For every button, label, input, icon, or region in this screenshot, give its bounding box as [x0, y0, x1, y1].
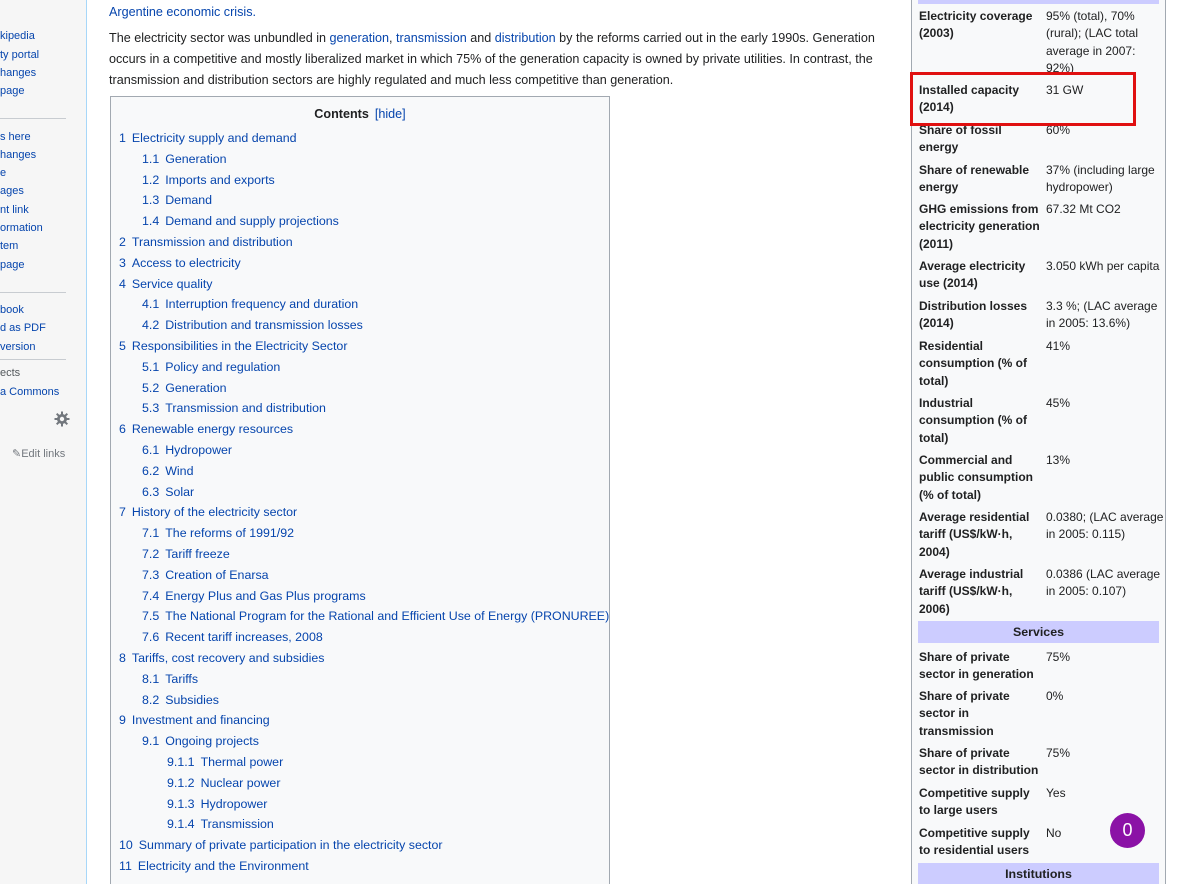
toc-number: 4.2 — [142, 318, 160, 333]
toc-text: Subsidies — [165, 692, 219, 707]
infobox-value: 37% (including large hydropower) — [1046, 163, 1155, 195]
toc-text: Policy and regulation — [165, 359, 281, 374]
toc-number: 1.4 — [142, 214, 160, 229]
toc-item[interactable] — [119, 422, 293, 436]
toc-item[interactable] — [167, 817, 274, 831]
toc-text: Hydropower — [200, 796, 268, 811]
toc-number: 10 — [119, 838, 133, 853]
toc-item[interactable] — [142, 297, 358, 311]
toc-text: Electricity and the Environment — [137, 859, 309, 873]
toc-text: Transmission — [200, 817, 274, 832]
infobox-label: Share of fossil energy — [919, 123, 1002, 155]
toc-text: Nuclear power — [200, 775, 281, 790]
transmission-link[interactable]: transmission — [396, 31, 467, 45]
sidebar-item[interactable]: ormation — [0, 222, 43, 234]
sidebar-divider — [0, 292, 66, 293]
toc-text: Energy Plus and Gas Plus programs — [165, 588, 366, 603]
toc-number: 5 — [119, 339, 126, 353]
toc-text: Summary of private participation in the electricity sector — [138, 838, 443, 853]
article-content — [86, 0, 1185, 884]
toc-number: 6.1 — [142, 443, 160, 457]
toc-text: Thermal power — [200, 755, 284, 769]
sidebar-item[interactable]: d as PDF — [0, 322, 46, 334]
infobox-label: Installed capacity (2014) — [919, 83, 1020, 115]
toc-item[interactable] — [167, 755, 283, 769]
toc-text: The National Program for the Rational and Efficient Use of Energy (PRONUREE) — [165, 609, 610, 624]
toc-text: Recent tariff increases, 2008 — [165, 630, 323, 645]
toc-item[interactable] — [142, 672, 198, 686]
infobox-label: Competitive supply to residential users — [919, 826, 1030, 858]
toc-text: Generation — [165, 380, 227, 395]
toc-number: 8.2 — [142, 692, 160, 707]
toc-item[interactable] — [167, 776, 280, 790]
toc-number: 8.1 — [142, 671, 160, 686]
toc-number: 7.1 — [142, 526, 160, 541]
toc-number: 6.3 — [142, 484, 160, 499]
infobox — [911, 0, 1166, 884]
infobox-label: Commercial and public consumption (% of total) — [919, 453, 1033, 502]
generation-link[interactable]: generation — [329, 31, 390, 45]
toc-text: Demand — [165, 193, 213, 208]
infobox-value: No — [1046, 826, 1062, 840]
toc-item[interactable] — [142, 464, 193, 478]
toc-item[interactable] — [119, 651, 325, 665]
highlight-box — [910, 72, 1136, 126]
toc-text: Responsibilities in the Electricity Sector — [131, 339, 348, 353]
toc-text: Renewable energy resources — [131, 422, 294, 437]
infobox-section-header: Institutions — [918, 863, 1159, 884]
toc-number: 9.1.4 — [167, 817, 195, 832]
toc-item[interactable] — [142, 630, 323, 644]
toc-title — [111, 107, 609, 121]
infobox-label: Share of private sector in transmission — [919, 689, 1010, 738]
para-text: , — [389, 31, 397, 45]
sidebar-item[interactable]: ects — [0, 367, 21, 379]
infobox-value: 75% — [1046, 746, 1071, 760]
toc-heading: Contents — [314, 107, 369, 121]
sidebar-item[interactable]: hanges — [0, 149, 37, 161]
toc-number: 1.3 — [142, 193, 160, 208]
toc-text: The reforms of 1991/92 — [165, 526, 295, 541]
toc-number: 9.1.1 — [167, 755, 195, 769]
edit-links-label: Edit links — [21, 448, 66, 460]
toc-item[interactable] — [142, 589, 366, 603]
infobox-value: 0.0380; (LAC average in 2005: 0.115) — [1046, 510, 1164, 542]
toc-number: 9.1.3 — [167, 796, 195, 811]
toc-number: 6 — [119, 422, 126, 437]
toc-text: Ongoing projects — [165, 734, 259, 749]
toc-item[interactable] — [142, 401, 326, 415]
toc-number: 9.1.2 — [167, 775, 195, 790]
para-text: The electricity sector was unbundled in — [109, 31, 330, 45]
toc-text: Wind — [165, 463, 194, 478]
sidebar-item[interactable]: e — [0, 167, 7, 179]
toc-number: 1.2 — [142, 172, 160, 187]
toc-item[interactable] — [142, 485, 194, 499]
sidebar-item[interactable]: nt link — [0, 204, 29, 216]
sidebar-item[interactable]: page — [0, 259, 25, 271]
toc-item[interactable] — [142, 443, 232, 457]
toc-number: 7.2 — [142, 547, 160, 561]
infobox-section-header: Services — [918, 621, 1159, 643]
infobox-value: 95% (total), 70% (rural); (LAC total average in 2007: 92%) — [1046, 9, 1139, 76]
toc-number: 7.5 — [142, 609, 160, 624]
toc-number: 7.4 — [142, 588, 160, 603]
sidebar-item[interactable]: ages — [0, 185, 24, 197]
toc-number: 1 — [119, 131, 126, 145]
toc-item[interactable] — [119, 131, 297, 145]
toc-number: 5.3 — [142, 401, 160, 416]
toc-item[interactable] — [142, 381, 227, 395]
toc-item[interactable] — [142, 318, 363, 332]
infobox-label: Electricity coverage (2003) — [919, 9, 1033, 41]
sidebar — [0, 0, 86, 884]
toc-text: Access to electricity — [131, 255, 241, 270]
toc-number: 4 — [119, 276, 126, 291]
sidebar-item[interactable]: tem — [0, 240, 19, 252]
toc-item[interactable] — [142, 360, 280, 374]
intro-paragraph — [109, 28, 904, 91]
infobox-label: Average industrial tariff (US$/kW·h, 2006) — [919, 567, 1024, 616]
toc-number: 9 — [119, 713, 126, 728]
argentine-crisis-link[interactable]: Argentine economic crisis. — [109, 5, 256, 19]
toc-number: 7 — [119, 505, 126, 520]
distribution-link[interactable]: distribution — [494, 31, 556, 45]
infobox-value: 75% — [1046, 650, 1071, 664]
para-text: and — [466, 31, 495, 45]
toc-text: Transmission and distribution — [165, 401, 326, 416]
table-of-contents — [110, 96, 610, 884]
toc-number: 1.1 — [142, 151, 160, 166]
toc-hide-toggle[interactable]: [hide] — [374, 107, 406, 121]
toc-text: Creation of Enarsa — [165, 567, 269, 582]
infobox-value: Yes — [1046, 786, 1066, 800]
sidebar-item[interactable]: ty portal — [0, 49, 40, 61]
infobox-value: 60% — [1046, 123, 1071, 137]
toc-text: Tariffs, cost recovery and subsidies — [131, 651, 325, 665]
sidebar-item[interactable]: kipedia — [0, 30, 35, 42]
toc-item[interactable] — [142, 173, 275, 187]
toc-item[interactable] — [119, 713, 270, 727]
infobox-value: 31 GW — [1046, 83, 1084, 97]
toc-number: 8 — [119, 651, 126, 665]
infobox-label: Average electricity use (2014) — [919, 259, 1026, 291]
infobox-value: 3.050 kWh per capita — [1046, 259, 1160, 273]
sidebar-item[interactable]: s here — [0, 131, 31, 143]
toc-item[interactable] — [119, 256, 241, 270]
toc-item[interactable] — [142, 693, 219, 707]
infobox-label: Average residential tariff (US$/kW·h, 2004) — [919, 510, 1030, 559]
sidebar-item[interactable]: version — [0, 341, 36, 353]
sidebar-item[interactable]: book — [0, 304, 24, 316]
toc-number: 2 — [119, 235, 126, 249]
infobox-value: 13% — [1046, 453, 1071, 467]
toc-item[interactable] — [142, 152, 227, 166]
sidebar-item[interactable]: page — [0, 85, 25, 97]
toc-number: 7.6 — [142, 630, 160, 645]
sidebar-divider — [0, 118, 66, 119]
toc-number: 5.2 — [142, 380, 160, 395]
toc-text: Service quality — [131, 276, 213, 291]
toc-item[interactable] — [119, 505, 297, 519]
toc-text: Solar — [165, 484, 195, 499]
toc-text: Tariffs — [165, 671, 199, 686]
notification-badge[interactable]: 0 — [1110, 813, 1145, 848]
para-text: by the reforms carried out in the early 1990s. Generation occurs in a competitive and mostly liberalized market in which 75% of the generation capacity is owned by private utilities. In contrast, the transmission and distribution sectors are highly regulated and much less competitive than generation. — [109, 31, 875, 87]
toc-text: Electricity supply and demand — [131, 131, 297, 145]
infobox-value: 0% — [1046, 689, 1064, 703]
toc-text: Hydropower — [165, 443, 233, 457]
toc-text: Demand and supply projections — [165, 214, 339, 229]
toc-number: 4.1 — [142, 297, 160, 312]
crisis-paragraph — [109, 2, 256, 23]
toc-number: 7.3 — [142, 567, 160, 582]
toc-text: History of the electricity sector — [131, 505, 298, 520]
toc-text: Distribution and transmission losses — [165, 318, 363, 333]
toc-item[interactable] — [142, 568, 269, 582]
infobox-label: Share of private sector in distribution — [919, 746, 1039, 778]
infobox-label: Distribution losses (2014) — [919, 299, 1028, 331]
toc-text: Investment and financing — [131, 713, 270, 728]
toc-text: Tariff freeze — [165, 547, 230, 561]
gear-icon[interactable] — [54, 411, 70, 427]
toc-text: Transmission and distribution — [131, 235, 293, 249]
toc-number: 9.1 — [142, 734, 160, 749]
toc-item[interactable] — [142, 193, 212, 207]
infobox-label: GHG emissions from electricity generation (2011) — [919, 202, 1040, 251]
toc-number: 6.2 — [142, 463, 160, 478]
infobox-value: 45% — [1046, 396, 1071, 410]
toc-number: 5.1 — [142, 359, 160, 374]
toc-item[interactable] — [119, 339, 347, 353]
toc-item[interactable] — [119, 277, 212, 291]
infobox-label: Share of private sector in generation — [919, 650, 1034, 682]
toc-item[interactable] — [119, 859, 309, 873]
infobox-label: Competitive supply to large users — [919, 786, 1030, 818]
toc-item[interactable] — [119, 838, 443, 852]
toc-item[interactable] — [142, 734, 259, 748]
sidebar-divider — [0, 359, 66, 360]
toc-item[interactable] — [142, 526, 294, 540]
toc-text: Imports and exports — [165, 172, 275, 187]
toc-number: 11 — [119, 859, 132, 873]
edit-links-link[interactable] — [12, 447, 65, 460]
sidebar-item[interactable]: a Commons — [0, 386, 60, 398]
infobox-value: 41% — [1046, 339, 1071, 353]
infobox-value: 3.3 %; (LAC average in 2005: 13.6%) — [1046, 299, 1158, 331]
infobox-value: 67.32 Mt CO2 — [1046, 202, 1121, 216]
toc-text: Generation — [165, 151, 227, 166]
toc-item[interactable] — [142, 214, 339, 228]
toc-item[interactable] — [142, 609, 609, 623]
toc-number: 3 — [119, 255, 126, 270]
toc-item[interactable] — [119, 235, 293, 249]
toc-item[interactable] — [167, 797, 267, 811]
infobox-label: Residential consumption (% of total) — [919, 339, 1027, 388]
infobox-label: Share of renewable energy — [919, 163, 1030, 195]
toc-text: Interruption frequency and duration — [165, 297, 359, 312]
pencil-icon: ✎ — [12, 448, 22, 460]
infobox-value: 0.0386 (LAC average in 2005: 0.107) — [1046, 567, 1161, 599]
infobox-top-band — [918, 0, 1159, 4]
sidebar-item[interactable]: hanges — [0, 67, 37, 79]
toc-item[interactable] — [142, 547, 230, 561]
infobox-label: Industrial consumption (% of total) — [919, 396, 1027, 445]
